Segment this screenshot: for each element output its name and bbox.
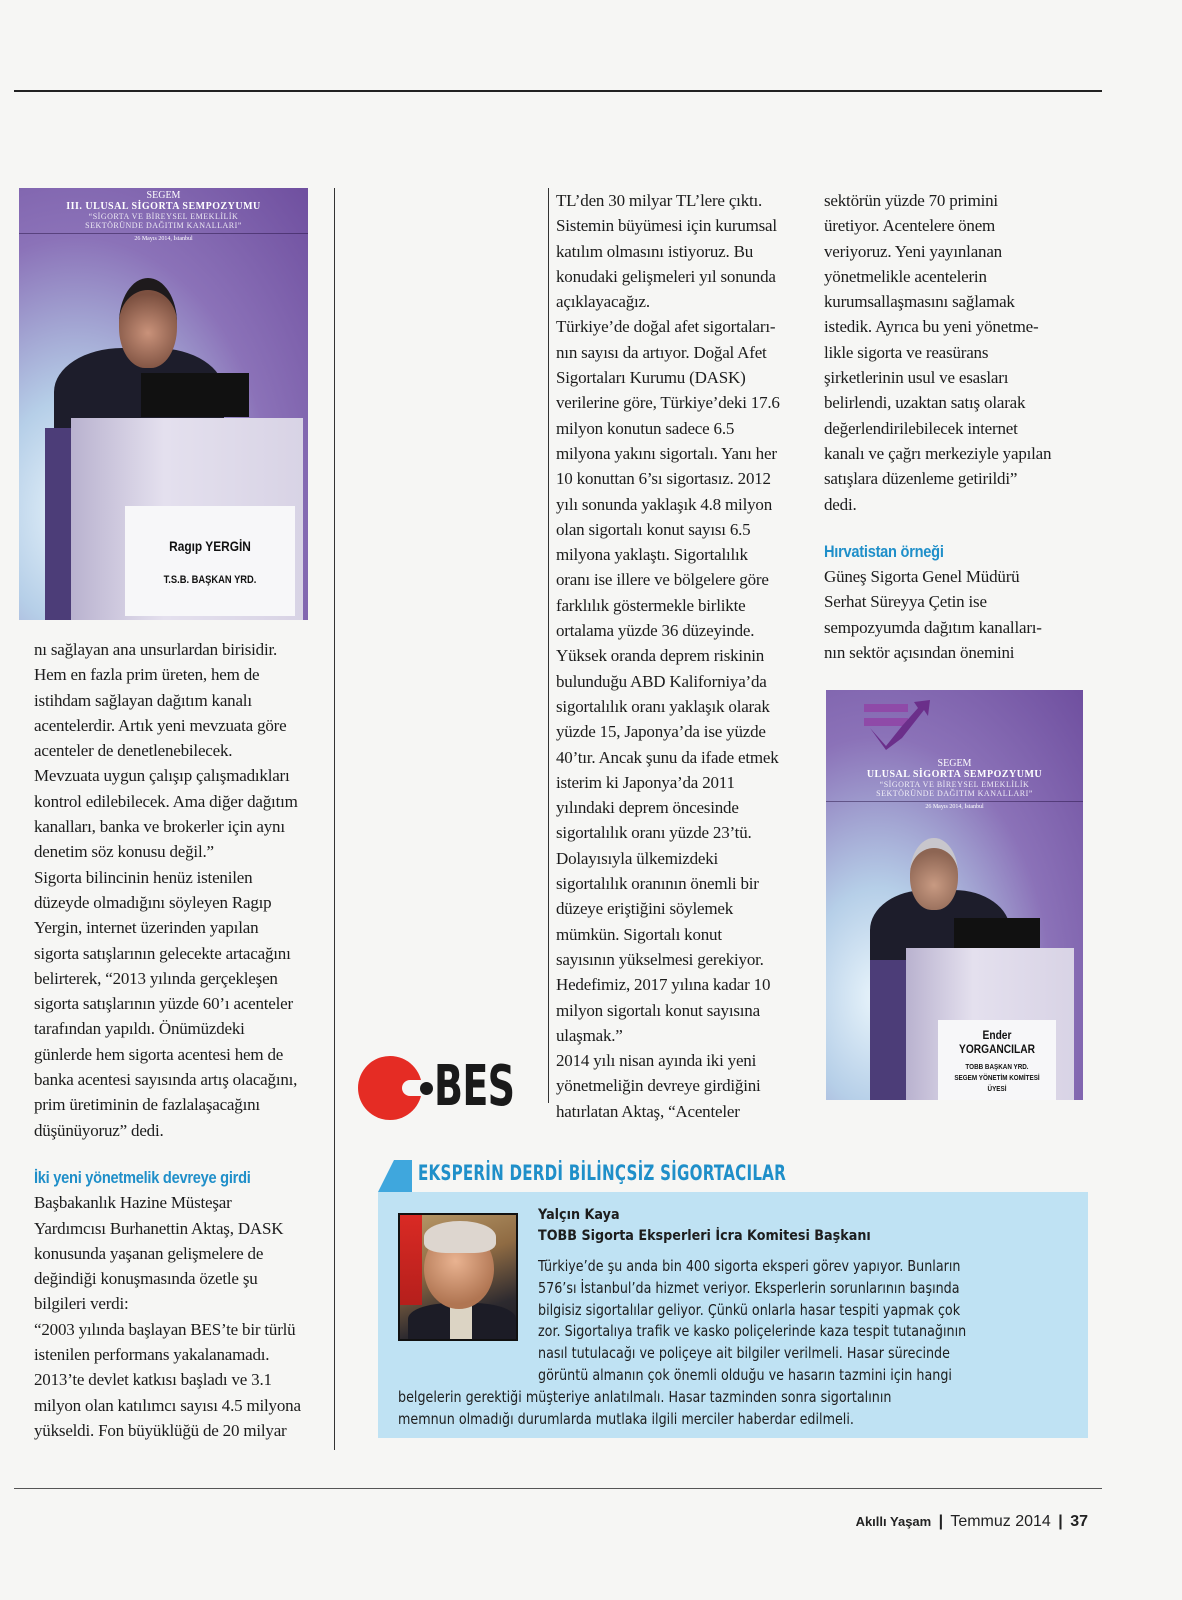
- text-line: Sigorta bilincinin henüz istenilen: [34, 867, 253, 887]
- text-line: açıklayacağız.: [556, 292, 650, 312]
- sidebar-box-title: EKSPERİN DERDİ BİLİNÇSİZ SİGORTACILAR: [418, 1161, 786, 1185]
- text-line: istenilen performans yakalanamadı.: [34, 1345, 270, 1365]
- nameplate-title: TOBB BAŞKAN YRD.: [965, 1064, 1029, 1071]
- nameplate: [938, 1020, 1056, 1100]
- page-number: 37: [1070, 1513, 1088, 1530]
- speaker-head: [119, 278, 177, 368]
- text-line: Türkiye’de doğal afet sigortaları-: [556, 317, 776, 337]
- text-line: Sistemin büyümesi için kurumsal: [556, 216, 777, 236]
- text-line: milyon olan katılımcı sayısı 4.5 milyona: [34, 1395, 301, 1415]
- column-1-text-b: [34, 1190, 324, 1443]
- banner-line: “SİGORTA VE BİREYSEL EMEKLİLİK: [88, 212, 239, 221]
- sidebar-body-full: [398, 1387, 1088, 1431]
- text-line: istihdam sağlayan dağıtım kanalı: [34, 690, 252, 710]
- text-line: zor. Sigortalıya trafik ve kasko poliçelerinde kaza tespit tutanağının: [538, 1323, 967, 1341]
- banner-date: 26 Mayıs 2014, İstanbul: [19, 233, 308, 242]
- subhead-iki-yeni-yonetmelik: İki yeni yönetmelik devreye girdi: [34, 1167, 251, 1187]
- sidebar-box-header: [378, 1160, 1078, 1192]
- nameplate-title: ÜYESİ: [987, 1086, 1007, 1093]
- text-line: düzeyde olmadığını söyleyen Ragıp: [34, 892, 272, 912]
- text-line: “2003 yılında başlayan BES’te bir türlü: [34, 1319, 296, 1339]
- text-line: 576’sı İstanbul’da hizmet veriyor. Eksperlerin sorunlarının başında: [538, 1279, 960, 1297]
- text-line: verilerine göre, Türkiye’deki 17.6: [556, 393, 780, 413]
- text-line: bilgisiz sigortalılar geliyor. Çünkü onlarla hasar tespiti yapmak çok: [538, 1301, 961, 1319]
- column-4-text-a: [824, 188, 1084, 517]
- portrait-hair: [424, 1221, 496, 1253]
- text-line: banka acentesi sayısında artış olacağını,: [34, 1070, 298, 1090]
- text-line: mümkün. Sigortalı konut: [556, 924, 722, 944]
- column-divider: [334, 188, 335, 1450]
- title-flag-block: [394, 1160, 412, 1192]
- laptop: [954, 918, 1040, 950]
- issue-date: Temmuz 2014: [950, 1513, 1051, 1530]
- text-line: Yüksek oranda deprem riskinin: [556, 646, 765, 666]
- text-line: Hedefimiz, 2017 yılına kadar 10: [556, 975, 771, 995]
- banner-line: SEKTÖRÜNDE DAĞITIM KANALLARI”: [876, 789, 1033, 798]
- article-column-3: [556, 188, 811, 1124]
- text-line: Başbakanlık Hazine Müsteşar: [34, 1193, 232, 1213]
- text-line: acenteler de denetlenebilecek.: [34, 741, 233, 761]
- text-line: oranı ise illere ve bölgelere göre: [556, 570, 769, 590]
- text-line: yönetmelikle acentelerin: [824, 266, 987, 286]
- interviewee-name: Yalçın Kaya: [538, 1207, 620, 1223]
- column-4-text-b: [824, 564, 1084, 665]
- text-line: belirterek, “2013 yılında gerçekleşen: [34, 968, 278, 988]
- banner-line: SEKTÖRÜNDE DAĞITIM KANALLARI”: [85, 221, 242, 230]
- text-line: hatırlatan Aktaş, “Acenteler: [556, 1101, 740, 1121]
- photo-ragip-yergin: [19, 188, 308, 620]
- text-line: milyona yaklaştı. Sigortalılık: [556, 545, 748, 565]
- text-line: milyon sigortalı konut sayısına: [556, 1000, 760, 1020]
- text-line: Yergin, internet üzerinden yapılan: [34, 918, 259, 938]
- text-line: satışlara düzenleme getirildi”: [824, 469, 1018, 489]
- text-line: isterim ki Japonya’da 2011: [556, 772, 735, 792]
- text-line: veriyoruz. Yeni yayınlanan: [824, 241, 1002, 261]
- segem-logo-icon: [862, 696, 934, 750]
- banner-line: ULUSAL SİGORTA SEMPOZYUMU: [866, 769, 1043, 780]
- photo-ender-yorgancilar: [826, 690, 1083, 1100]
- text-line: prim üretiminin de fazlalaşacağını: [34, 1095, 260, 1115]
- text-line: üretiyor. Acentelere önem: [824, 216, 996, 236]
- banner-line: SEGEM: [146, 190, 181, 201]
- text-line: Hem en fazla prim üreten, hem de: [34, 665, 260, 685]
- text-line: yükseldi. Fon büyüklüğü de 20 milyar: [34, 1420, 287, 1440]
- bes-logo-dot-icon: [420, 1082, 433, 1095]
- text-line: değerlendirilebilecek internet: [824, 418, 1018, 438]
- nameplate-title: T.S.B. BAŞKAN YRD.: [163, 574, 257, 586]
- text-line: nasıl tutulacağı ve poliçeye ait bilgiler verilmeli. Hasar sürecinde: [538, 1345, 950, 1363]
- text-line: Mevzuata uygun çalışıp çalışmadıkları: [34, 766, 290, 786]
- text-line: sigortalılık oranının önemli bir: [556, 874, 759, 894]
- text-line: Yardımcısı Burhanettin Aktaş, DASK: [34, 1218, 284, 1238]
- text-line: TL’den 30 milyar TL’lere çıktı.: [556, 191, 763, 210]
- nameplate-name: Ragıp YERGİN: [169, 538, 251, 554]
- interviewee-role: TOBB Sigorta Eksperleri İcra Komitesi Başkanı: [538, 1228, 871, 1244]
- title-flag-icon: [378, 1160, 394, 1192]
- text-line: istedik. Ayrıca bu yeni yönetme-: [824, 317, 1039, 337]
- subhead-hirvatistan-ornegi: Hırvatistan örneği: [824, 541, 944, 561]
- text-line: sigortalılık oranı yüzde 23’tü.: [556, 823, 752, 843]
- text-line: ulaşmak.”: [556, 1025, 623, 1045]
- nameplate: [125, 506, 295, 616]
- text-line: bulunduğu ABD Kaliforniya’da: [556, 671, 767, 691]
- text-line: sigorta satışlarının gelecekte artacağını: [34, 943, 291, 963]
- text-line: konusunda yaşanan gelişmelere de: [34, 1243, 264, 1263]
- text-line: Türkiye’de şu anda bin 400 sigorta eksperi görev yapıyor. Bunların: [538, 1258, 961, 1275]
- podium-side: [870, 960, 908, 1100]
- photo-banner: [826, 758, 1083, 810]
- column-3-text: [556, 188, 811, 1124]
- text-line: kurumsallaşmasını sağlamak: [824, 292, 1015, 312]
- text-line: katılım olmasını istiyoruz. Bu: [556, 241, 754, 261]
- footer-separator: |: [938, 1513, 944, 1530]
- text-line: yönetmeliğin devreye girdiğini: [556, 1076, 761, 1096]
- text-line: 10 konuttan 6’sı sigortasız. 2012: [556, 469, 771, 489]
- text-line: sempozyumda dağıtım kanalları-: [824, 617, 1042, 637]
- laptop: [141, 373, 249, 417]
- photo-banner: [19, 190, 308, 242]
- footer-separator: |: [1058, 1513, 1063, 1530]
- text-line: sayısının yükselmesi gerekiyor.: [556, 949, 764, 969]
- bes-logo: [358, 1052, 528, 1122]
- sidebar-box-body: [398, 1256, 1088, 1430]
- text-line: milyon konutun sadece 6.5: [556, 418, 735, 438]
- text-line: milyona yakını sigortalı. Yanı her: [556, 443, 777, 463]
- speaker-head: [910, 838, 958, 910]
- text-line: yılı sonunda yaklaşık 4.8 milyon: [556, 494, 773, 514]
- text-line: yüzde 15, Japonya’da ise yüzde: [556, 722, 766, 742]
- text-line: belgelerin gerektiği müşteriye anlatılmalı. Hasar tazminden sonra sigortalının: [398, 1388, 892, 1406]
- text-line: acentelerdir. Artık yeni mevzuata göre: [34, 715, 287, 735]
- sidebar-box: [378, 1192, 1088, 1438]
- text-line: likle sigorta ve reasürans: [824, 342, 989, 362]
- text-line: şirketlerinin usul ve esasları: [824, 368, 1009, 388]
- column-divider: [548, 188, 549, 1103]
- text-line: tarafından yapıldı. Önümüzdeki: [34, 1019, 245, 1039]
- text-line: düşünüyoruz” dedi.: [34, 1120, 164, 1140]
- text-line: Dolayısıyla ülkemizdeki: [556, 848, 719, 868]
- text-line: nın sayısı da artıyor. Doğal Afet: [556, 342, 767, 362]
- magazine-name: Akıllı Yaşam: [855, 1514, 932, 1529]
- text-line: kanalı ve çağrı merkeziyle yapılan: [824, 443, 1052, 463]
- bes-logo-text: BES: [434, 1054, 515, 1119]
- text-line: Güneş Sigorta Genel Müdürü: [824, 567, 1020, 587]
- text-line: değindiği konuşmasında özetle şu: [34, 1269, 258, 1289]
- text-line: olan sigortalı konut sayısı 6.5: [556, 519, 751, 539]
- column-1-text-a: [34, 637, 324, 1143]
- article-column-4: [824, 188, 1084, 665]
- text-line: Sigortaları Kurumu (DASK): [556, 368, 746, 388]
- text-line: yılındaki deprem öncesinde: [556, 798, 739, 818]
- text-line: sigortalılık oranı yaklaşık olarak: [556, 696, 770, 716]
- nameplate-name: Ender YORGANCILAR: [959, 1028, 1035, 1056]
- text-line: konudaki gelişmeleri yıl sonunda: [556, 266, 776, 286]
- sidebar-body-indented: [398, 1256, 1088, 1387]
- text-line: 2013’te devlet katkısı başladı ve 3.1: [34, 1370, 272, 1390]
- page-footer: [856, 1513, 1088, 1531]
- text-line: nı sağlayan ana unsurlardan birisidir.: [34, 640, 278, 659]
- text-line: farklılık göstermekle birlikte: [556, 595, 746, 615]
- text-line: ortalama yüzde 36 düzeyinde.: [556, 621, 755, 641]
- banner-date: 26 Mayıs 2014, İstanbul: [826, 801, 1083, 810]
- text-line: belirlendi, uzaktan satış olarak: [824, 393, 1026, 413]
- text-line: bilgileri verdi:: [34, 1294, 129, 1314]
- article-column-1: [34, 637, 324, 1443]
- bottom-rule: [14, 1488, 1102, 1489]
- text-line: memnun olmadığı durumlarda mutlaka ilgili merciler haberdar edilmeli.: [398, 1410, 854, 1428]
- text-line: Serhat Süreyya Çetin ise: [824, 592, 987, 612]
- text-line: günlerde hem sigorta acentesi hem de: [34, 1044, 284, 1064]
- text-line: 40’tır. Ancak şunu da ifade etmek: [556, 747, 779, 767]
- text-line: kanalları, banka ve brokerler için aynı: [34, 817, 285, 837]
- text-line: düzeye eriştiğini söylemek: [556, 899, 734, 919]
- banner-line: SEGEM: [937, 758, 972, 769]
- text-line: sektörün yüzde 70 primini: [824, 191, 998, 210]
- text-line: dedi.: [824, 494, 857, 514]
- text-line: kontrol edilebilecek. Ama diğer dağıtım: [34, 791, 298, 811]
- text-line: nın sektör açısından önemini: [824, 643, 1015, 663]
- banner-line: III. ULUSAL SİGORTA SEMPOZYUMU: [66, 201, 261, 212]
- top-rule: [14, 90, 1102, 92]
- text-line: denetim söz konusu değil.”: [34, 842, 214, 862]
- nameplate-title: SEGEM YÖNETİM KOMİTESİ: [954, 1075, 1040, 1082]
- banner-line: “SİGORTA VE BİREYSEL EMEKLİLİK: [879, 780, 1030, 789]
- text-line: sigorta satışlarının yüzde 60’ı acenteler: [34, 994, 293, 1014]
- text-line: görüntü almanın çok önemli olduğu ve hasarın tazmini için hangi: [538, 1366, 952, 1384]
- text-line: 2014 yılı nisan ayında iki yeni: [556, 1051, 757, 1071]
